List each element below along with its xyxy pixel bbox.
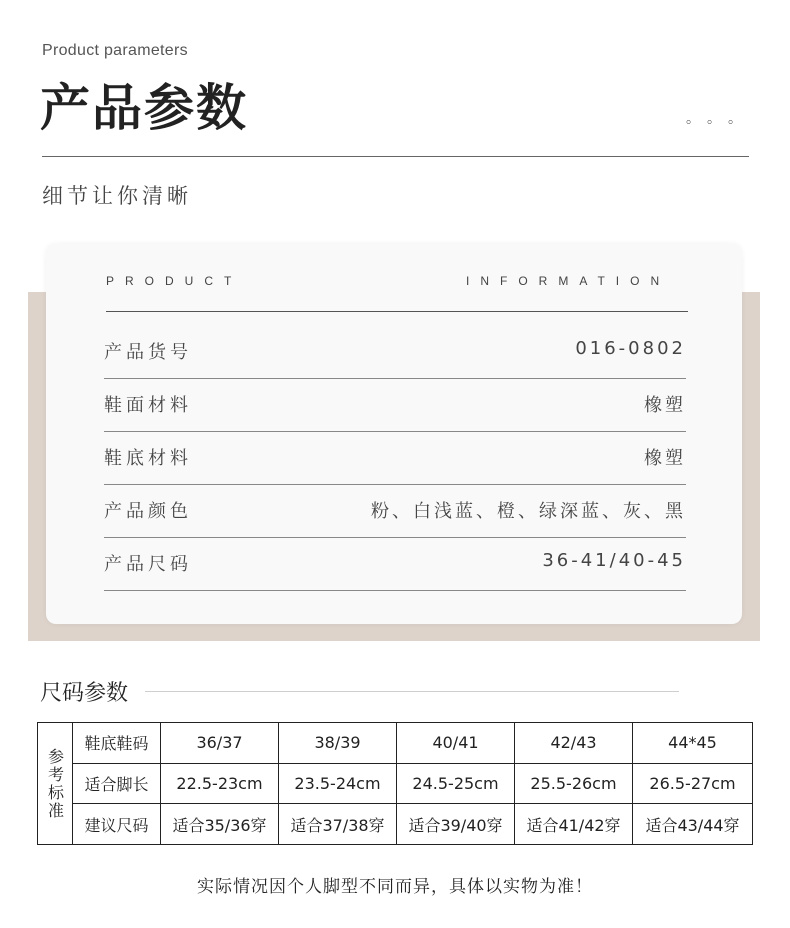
table-cell: 44*45 (633, 723, 753, 764)
table-cell: 26.5-27cm (633, 763, 753, 804)
table-cell: 38/39 (279, 723, 397, 764)
table-cell: 24.5-25cm (397, 763, 515, 804)
param-label: 鞋面材料 (104, 395, 192, 416)
param-label: 鞋底材料 (104, 448, 192, 469)
row-header: 建议尺码 (73, 804, 161, 845)
param-row-upper-material (104, 379, 686, 432)
card-heading-information: INFORMATION (466, 274, 671, 288)
param-row-sizes (104, 538, 686, 591)
table-cell: 适合41/42穿 (515, 804, 633, 845)
size-disclaimer-note: 实际情况因个人脚型不同而异，具体以实物为准！ (197, 877, 593, 897)
table-row (38, 723, 753, 764)
size-side-label: 参考标准 (38, 723, 73, 845)
page-subtitle: 细节让你清晰 (42, 184, 192, 208)
table-row (38, 804, 753, 845)
param-value: 粉、白浅蓝、橙、绿深蓝、灰、黑 (371, 501, 686, 522)
param-value: 橡塑 (644, 448, 686, 469)
table-cell: 25.5-26cm (515, 763, 633, 804)
param-label: 产品尺码 (104, 554, 192, 575)
table-cell: 适合43/44穿 (633, 804, 753, 845)
table-row (38, 763, 753, 804)
page-title: 产品参数 (40, 79, 248, 137)
size-section-title: 尺码参数 (40, 681, 129, 706)
table-cell: 适合39/40穿 (397, 804, 515, 845)
param-row-item-number (104, 326, 686, 379)
param-row-colors (104, 485, 686, 538)
param-label: 产品货号 (104, 342, 192, 363)
param-label: 产品颜色 (104, 501, 192, 522)
decorative-dots: 。。。 (686, 111, 756, 127)
table-cell: 22.5-23cm (161, 763, 279, 804)
table-cell: 42/43 (515, 723, 633, 764)
table-cell: 适合37/38穿 (279, 804, 397, 845)
param-value: 橡塑 (644, 395, 686, 416)
row-header: 适合脚长 (73, 763, 161, 804)
table-cell: 36/37 (161, 723, 279, 764)
title-divider (42, 156, 749, 157)
row-header: 鞋底鞋码 (73, 723, 161, 764)
table-cell: 适合35/36穿 (161, 804, 279, 845)
table-cell: 23.5-24cm (279, 763, 397, 804)
table-cell: 40/41 (397, 723, 515, 764)
param-value: 36-41/40-45 (542, 550, 686, 571)
size-table (37, 722, 753, 845)
eyebrow-text: Product parameters (42, 42, 188, 59)
card-heading-product: PRODUCT (106, 274, 243, 288)
param-value: 016-0802 (575, 338, 686, 359)
size-section-divider (145, 691, 679, 692)
card-heading-divider (106, 311, 688, 312)
param-row-sole-material (104, 432, 686, 485)
